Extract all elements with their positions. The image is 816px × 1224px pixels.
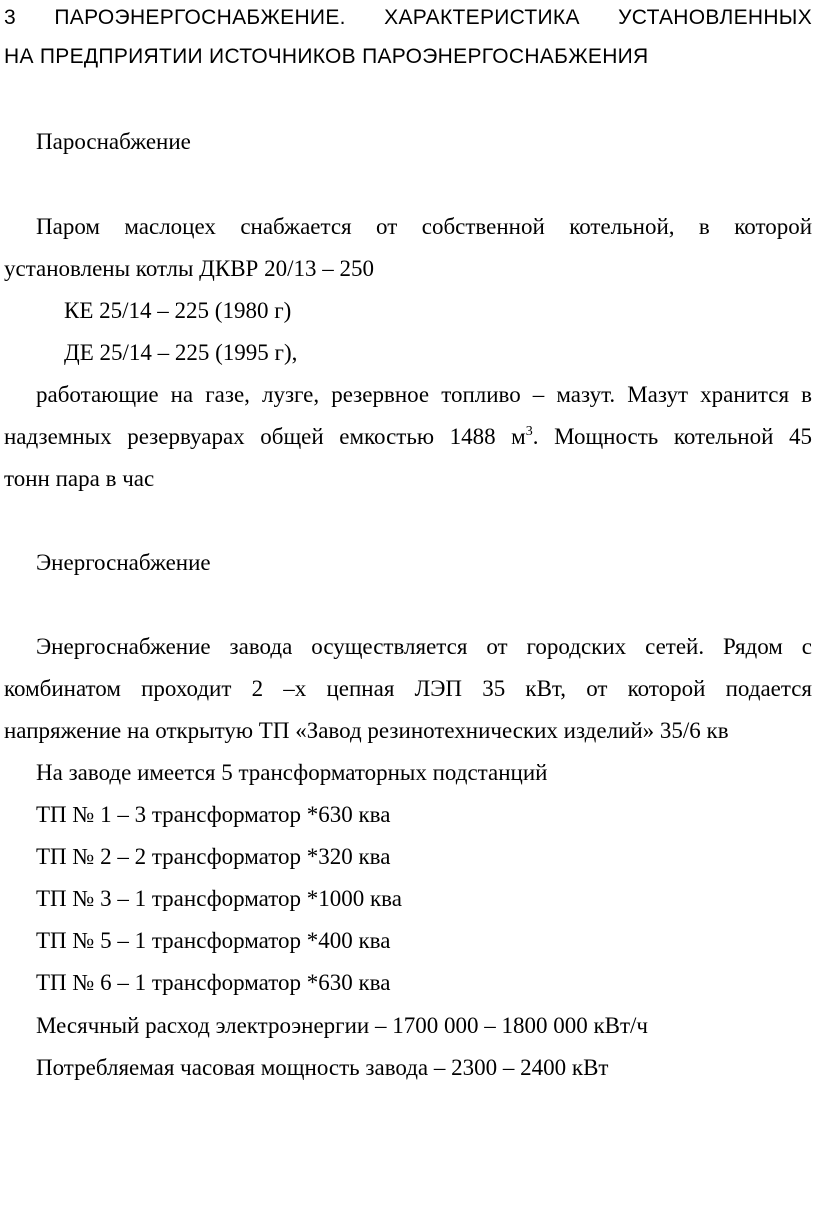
substation-item: ТП № 6 – 1 трансформатор *630 ква bbox=[36, 970, 391, 995]
steam-heading: Пароснабжение bbox=[36, 129, 191, 154]
power-heading: Энергоснабжение bbox=[36, 550, 211, 575]
substation-item: ТП № 2 – 2 трансформатор *320 ква bbox=[36, 844, 391, 869]
section-title-line-1: 3 ПАРОЭНЕРГОСНАБЖЕНИЕ. ХАРАКТЕРИСТИКА УСТАНОВЛЕННЫХ bbox=[4, 6, 812, 29]
boiler-de: ДЕ 25/14 – 225 (1995 г), bbox=[64, 340, 298, 365]
power-paragraph-line-1: Энергоснабжение завода осуществляется от городских сетей. Рядом с bbox=[36, 634, 812, 659]
substation-item: ТП № 3 – 1 трансформатор *1000 ква bbox=[36, 886, 402, 911]
steam-paragraph2-line-2 bbox=[4, 424, 812, 450]
steam-paragraph-line-1: Паром маслоцех снабжается от собственной котельной, в которой bbox=[36, 214, 812, 239]
boiler-capacity-text: . Мощность котельной 45 bbox=[532, 424, 813, 449]
steam-paragraph2-line-3: тонн пара в час bbox=[4, 466, 155, 491]
power-paragraph-line-2: комбинатом проходит 2 –х цепная ЛЭП 35 кВт, от которой подается bbox=[4, 676, 812, 701]
cubic-superscript: 3 bbox=[525, 424, 533, 439]
reservoir-text: надземных резервуарах общей емкостью 1488 м bbox=[4, 424, 526, 449]
power-paragraph-line-3: напряжение на открытую ТП «Завод резинотехнических изделий» 35/6 кв bbox=[4, 718, 729, 743]
steam-paragraph2-line-1: работающие на газе, лузге, резервное топливо – мазут. Мазут хранится в bbox=[36, 382, 812, 407]
hourly-power: Потребляемая часовая мощность завода – 2300 – 2400 кВт bbox=[36, 1055, 609, 1080]
substations-intro: На заводе имеется 5 трансформаторных подстанций bbox=[36, 760, 548, 785]
section-title-line-2: НА ПРЕДПРИЯТИИ ИСТОЧНИКОВ ПАРОЭНЕРГОСНАБЖЕНИЯ bbox=[4, 45, 649, 68]
boiler-ke: КЕ 25/14 – 225 (1980 г) bbox=[64, 298, 292, 323]
substation-item: ТП № 1 – 3 трансформатор *630 ква bbox=[36, 802, 391, 827]
monthly-consumption: Месячный расход электроэнергии – 1700 000 – 1800 000 кВт/ч bbox=[36, 1013, 648, 1038]
substation-item: ТП № 5 – 1 трансформатор *400 ква bbox=[36, 928, 391, 953]
steam-paragraph-line-2: установлены котлы ДКВР 20/13 – 250 bbox=[4, 256, 374, 281]
